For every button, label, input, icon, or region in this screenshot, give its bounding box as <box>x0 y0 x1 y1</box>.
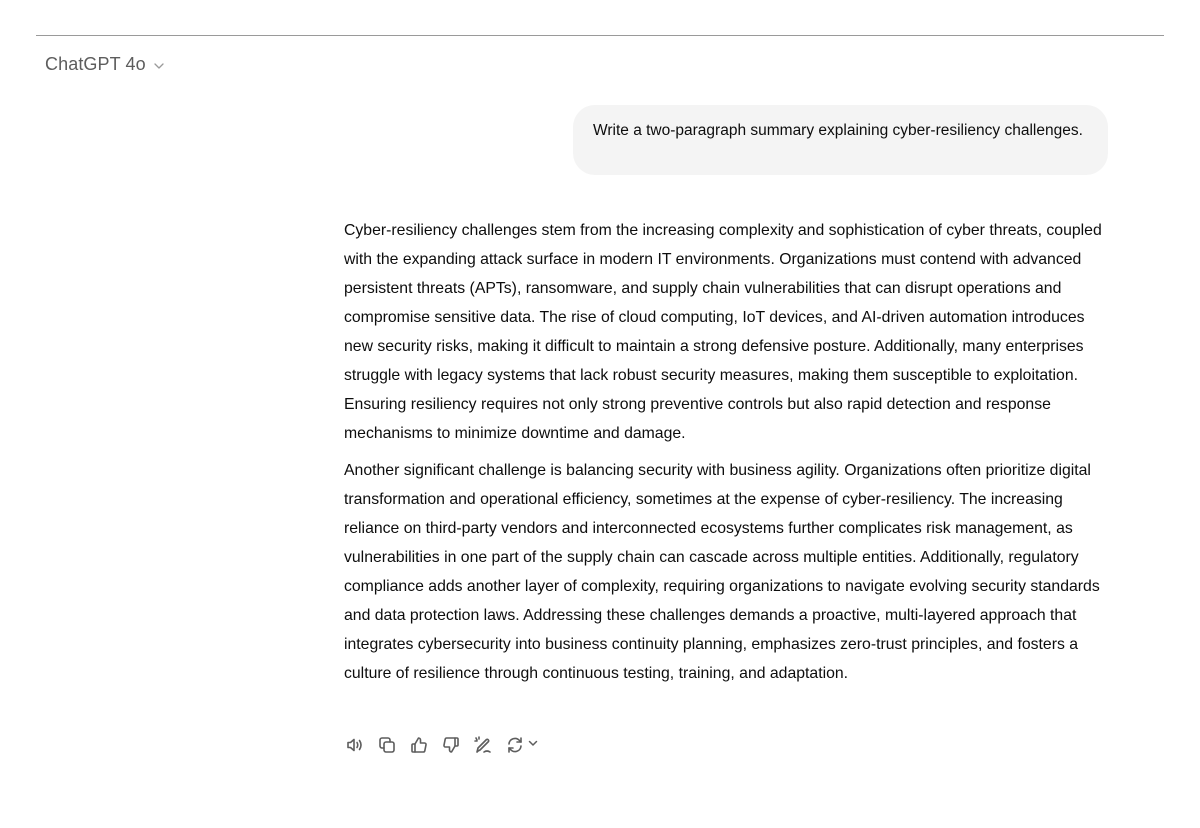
top-divider <box>36 35 1164 36</box>
assistant-paragraph-2: Another significant challenge is balancing security with business agility. Organizations often prioritize digital transformation and operational efficiency, sometimes at the expense of cyber-resiliency. The increasing reliance on third-party vendors and interconnected ecosystems further complicates risk management, as vulnerabilities in one part of the supply chain can cascade across multiple entities. Additionally, regulatory compliance adds another layer of complexity, requiring organizations to navigate evolving security standards and data protection laws. Addressing these challenges demands a proactive, multi-layered approach that integrates cybersecurity into business continuity planning, emphasizes zero-trust principles, and fosters a culture of resilience through continuous testing, training, and adaptation. <box>344 462 1100 682</box>
model-name: ChatGPT 4o <box>45 54 146 74</box>
regenerate-icon <box>505 735 525 755</box>
thumbs-down-button[interactable] <box>440 734 462 756</box>
model-switcher[interactable] <box>45 54 166 75</box>
chevron-down-icon <box>152 59 166 73</box>
copy-icon <box>377 735 397 755</box>
read-aloud-icon <box>345 735 365 755</box>
thumbs-up-icon <box>409 735 429 755</box>
user-message-bubble <box>573 105 1108 175</box>
thumbs-down-icon <box>441 735 461 755</box>
chevron-down-icon <box>527 737 539 749</box>
regenerate-options-chevron[interactable] <box>527 736 539 754</box>
assistant-paragraph-1: Cyber-resiliency challenges stem from the increasing complexity and sophistication of cyber threats, coupled with the expanding attack surface in modern IT environments. Organizations must contend with advanced persistent threats (APTs), ransomware, and supply chain vulnerabilities that can disrupt operations and compromise sensitive data. The rise of cloud computing, IoT devices, and AI-driven automation introduces new security risks, making it difficult to maintain a strong defensive posture. Additionally, many enterprises struggle with legacy systems that lack robust security measures, making them susceptible to exploitation. Ensuring resiliency requires not only strong preventive controls but also rapid detection and response mechanisms to minimize downtime and damage. <box>344 222 1102 442</box>
assistant-message <box>344 216 1114 696</box>
read-aloud-button[interactable] <box>344 734 366 756</box>
thumbs-up-button[interactable] <box>408 734 430 756</box>
copy-button[interactable] <box>376 734 398 756</box>
user-message-text: Write a two-paragraph summary explaining cyber-resiliency challenges. <box>593 122 1083 139</box>
edit-in-canvas-button[interactable] <box>472 734 494 756</box>
message-action-bar <box>344 734 539 756</box>
edit-in-canvas-icon <box>473 735 493 755</box>
regenerate-button[interactable] <box>504 734 539 756</box>
